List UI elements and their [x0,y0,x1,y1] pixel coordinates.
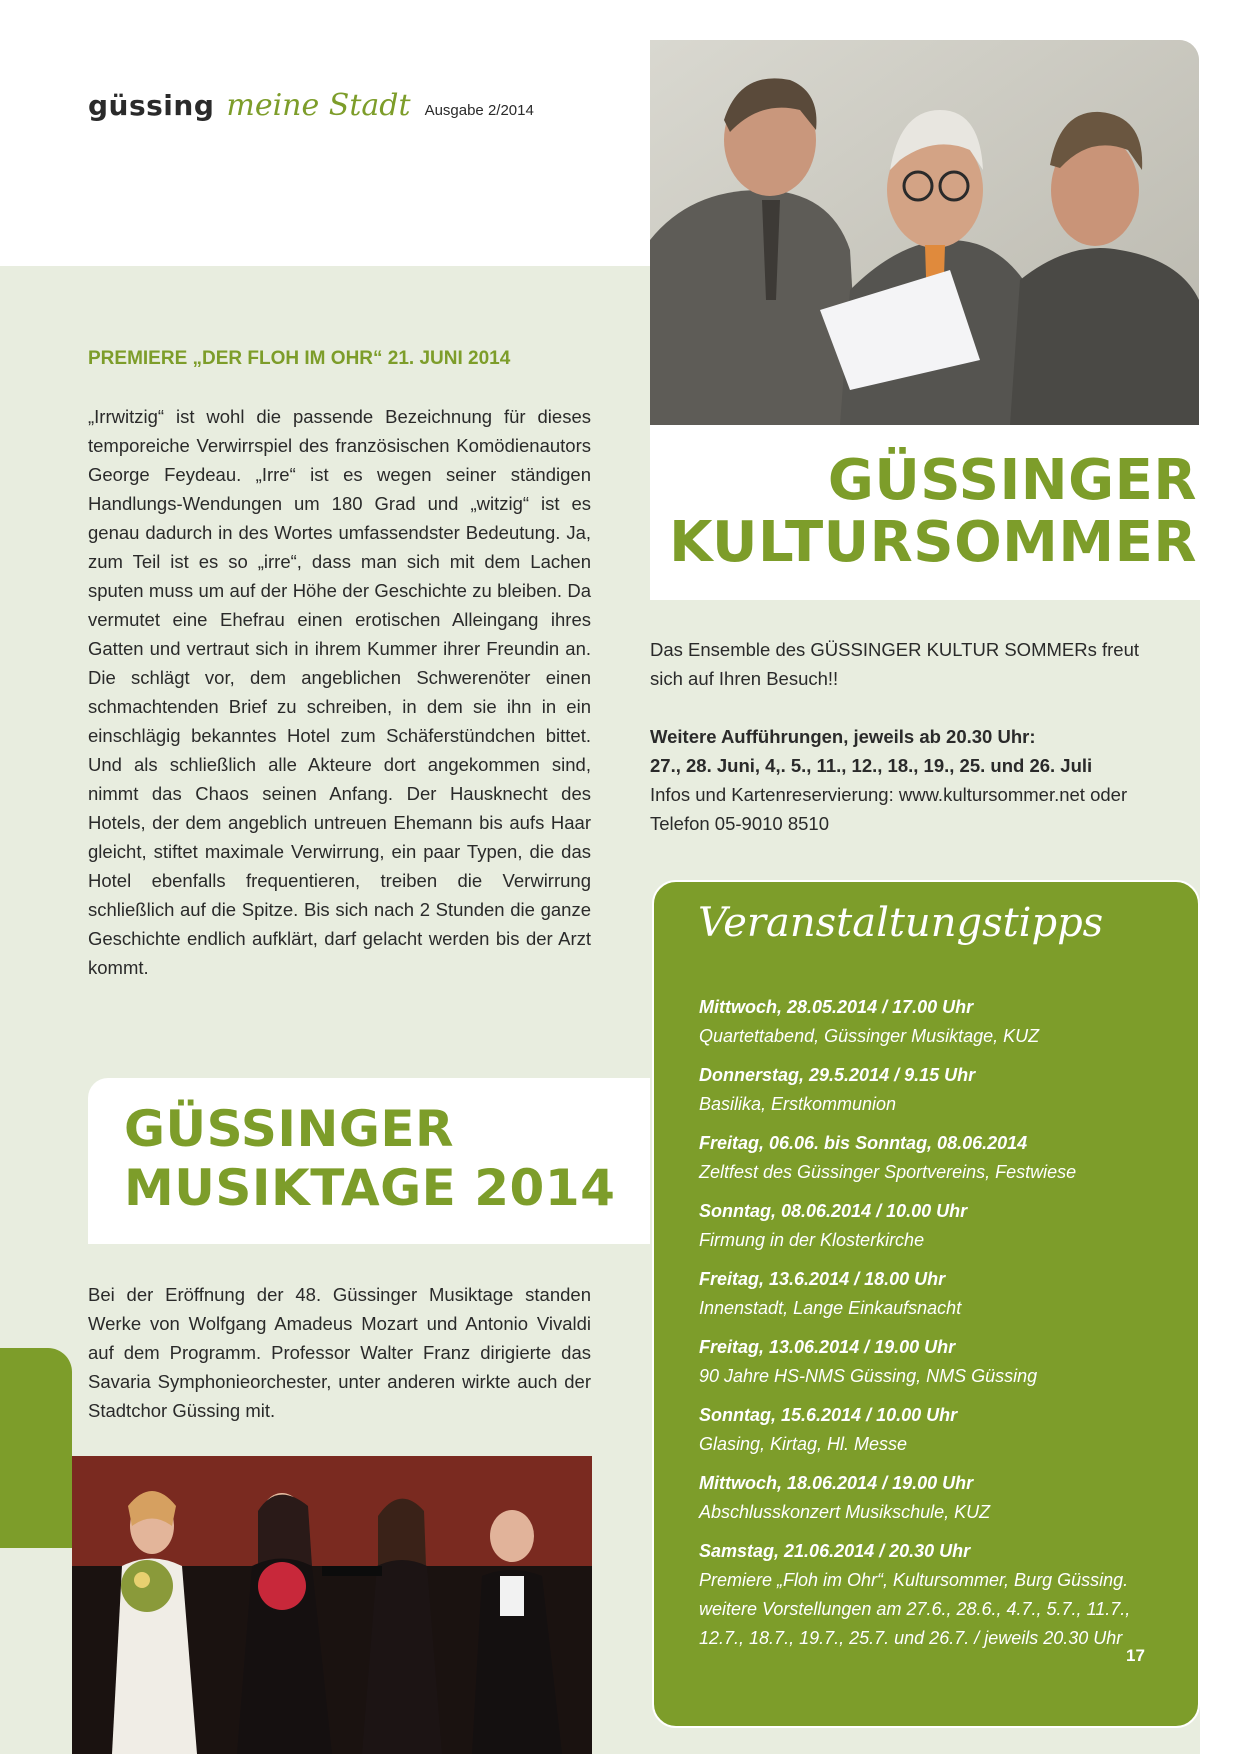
event-date: Sonntag, 08.06.2014 / 10.00 Uhr [699,1201,968,1221]
event-date: Freitag, 13.6.2014 / 18.00 Uhr [699,1269,946,1289]
kultursommer-dates: 27., 28. Juni, 4,. 5., 11., 12., 18., 19., 25. und 26. Juli [650,755,1093,776]
event-description: Premiere „Floh im Ohr“, Kultursommer, Burg Güssing. weitere Vorstellungen am 27.6., 28.6., 4.7., 5.7., 11.7., 12.7., 18.7., 19.7., 25.7. und 26.7. / jeweils 20.30 Uhr [699,1570,1131,1648]
premiere-heading: PREMIERE „DER FLOH IM OHR“ 21. JUNI 2014 [88,348,511,369]
event-item [699,1469,1169,1527]
event-description: Zeltfest des Güssinger Sportvereins, Festwiese [699,1162,1077,1182]
event-item [699,1537,1169,1653]
event-date: Donnerstag, 29.5.2014 / 9.15 Uhr [699,1065,976,1085]
kultursommer-title [669,450,1197,574]
event-item [699,1265,1169,1323]
event-description: 90 Jahre HS-NMS Güssing, NMS Güssing [699,1366,1038,1386]
photo-concert-illustration [72,1456,592,1754]
event-item [699,1061,1169,1119]
musiktage-title-line2: MUSIKTAGE 2014 [124,1159,616,1217]
event-description: Basilika, Erstkommunion [699,1094,897,1114]
events-title: Veranstaltungstipps [698,900,1104,946]
musiktage-title [124,1100,615,1218]
issue-label: Ausgabe 2/2014 [424,102,534,119]
photo-ensemble-illustration [650,40,1199,425]
event-description: Glasing, Kirtag, Hl. Messe [699,1434,908,1454]
left-green-tab [0,1348,72,1548]
event-date: Mittwoch, 18.06.2014 / 19.00 Uhr [699,1473,974,1493]
kultursommer-contact: Infos und Kartenreservierung: www.kultursommer.net oder Telefon 05-9010 8510 [650,784,1128,834]
musiktage-text: Bei der Eröffnung der 48. Güssinger Musiktage standen Werke von Wolfgang Amadeus Mozart und Antonio Vivaldi auf dem Programm. Professor Walter Franz dirigierte das Savaria Symphonieorchester, unter anderen wirkte auch der Stadtchor Güssing mit. [88,1284,591,1421]
page-number: 17 [1126,1646,1145,1665]
event-date: Sonntag, 15.6.2014 / 10.00 Uhr [699,1405,958,1425]
event-item [699,1401,1169,1459]
magazine-header [88,88,534,123]
kultursommer-info [650,635,1170,838]
events-list [699,993,1169,1663]
event-description: Firmung in der Klosterkirche [699,1230,925,1250]
event-item [699,1197,1169,1255]
brand-tagline: meine Stadt [226,88,411,123]
event-description: Abschlusskonzert Musikschule, KUZ [699,1502,991,1522]
brand-name: güssing [88,89,215,122]
kultursommer-dates-heading: Weitere Aufführungen, jeweils ab 20.30 Uhr: [650,726,1036,747]
event-date: Samstag, 21.06.2014 / 20.30 Uhr [699,1541,971,1561]
photo-ensemble [650,40,1199,425]
musiktage-title-line1: GÜSSINGER [124,1100,455,1158]
event-date: Mittwoch, 28.05.2014 / 17.00 Uhr [699,997,974,1017]
event-item [699,1129,1169,1187]
kultursommer-title-line1: GÜSSINGER [827,448,1197,513]
event-item [699,1333,1169,1391]
kultursommer-title-line2: KULTURSOMMER [669,510,1197,575]
event-description: Innenstadt, Lange Einkaufsnacht [699,1298,962,1318]
event-date: Freitag, 06.06. bis Sonntag, 08.06.2014 [699,1133,1028,1153]
event-item [699,993,1169,1051]
kultursommer-intro: Das Ensemble des GÜSSINGER KULTUR SOMMERs freut sich auf Ihren Besuch!! [650,639,1140,689]
premiere-text: „Irrwitzig“ ist wohl die passende Bezeichnung für dieses temporeiche Verwirrspiel des französischen Komödienautors George Feydeau. „Irre“ ist es wegen seiner ständigen Handlungs-Wendungen um 180 Grad und „witzig“ ist es genau dadurch in des Wortes umfassendster Bedeutung. Ja, zum Teil ist es so „irre“, dass man sich mit dem Lachen sputen muss um auf der Höhe der Geschichte zu bleiben. Da vermutet eine Ehefrau einen erotischen Alleingang ihres Gatten und vertraut sich in ihrem Kummer ihrer Freundin an. Die schlägt vor, dem angeblichen Schwerenöter einen schmachtenden Brief zu schreiben, in dem sie ihn in ein einschlägig bekanntes Hotel zum Schäferstündchen bittet. Und als schließlich alle Akteure dort angekommen sind, nimmt das Chaos seinen Anfang. Der Hausknecht des Hotels, der dem angeblich untreuen Ehemann bis aufs Haar gleicht, stiftet maximale Verwirrung, ein paar Typen, die das Hotel ebenfalls frequentieren, treiben die Verwirrung schließlich auf die Spitze. Bis sich nach 2 Stunden die ganze Geschichte endlich aufklärt, darf gelacht werden bis der Arzt kommt. [88,406,591,978]
photo-concert [72,1456,592,1754]
event-description: Quartettabend, Güssinger Musiktage, KUZ [699,1026,1040,1046]
event-date: Freitag, 13.06.2014 / 19.00 Uhr [699,1337,956,1357]
